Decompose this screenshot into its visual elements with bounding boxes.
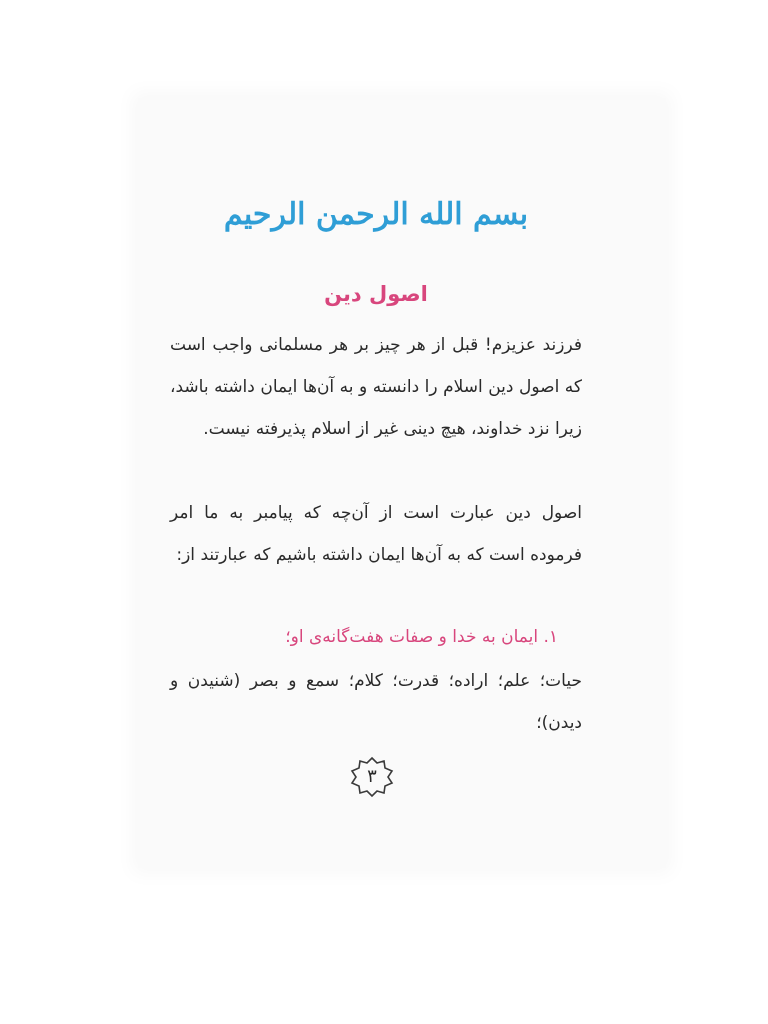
list-item-1: ۱. ایمان به خدا و صفات هفت‌گانه‌ی او؛ <box>285 627 558 647</box>
basmala-heading: بسم الله الرحمن الرحیم <box>223 197 529 232</box>
page-number-badge <box>346 755 398 799</box>
section-title: اصول دین <box>324 282 428 306</box>
paragraph-definition: اصول دین عبارت است از آن‌چه که پیامبر به ما امر فرموده است که به آن‌ها ایمان داشته باشیم که عبارتند از: <box>170 503 582 565</box>
paragraph-attributes: حیات؛ علم؛ اراده؛ قدرت؛ کلام؛ سمع و بصر (شنیدن و دیدن)؛ <box>170 671 582 733</box>
page-number: ۳ <box>367 766 377 787</box>
paragraph-intro: فرزند عزیزم! قبل از هر چیز بر هر مسلمانی واجب است که اصول دین اسلام را دانسته و به آن‌ها ایمان داشته باشد، زیرا نزد خداوند، هیچ دینی غیر از اسلام پذیرفته نیست. <box>170 335 582 439</box>
